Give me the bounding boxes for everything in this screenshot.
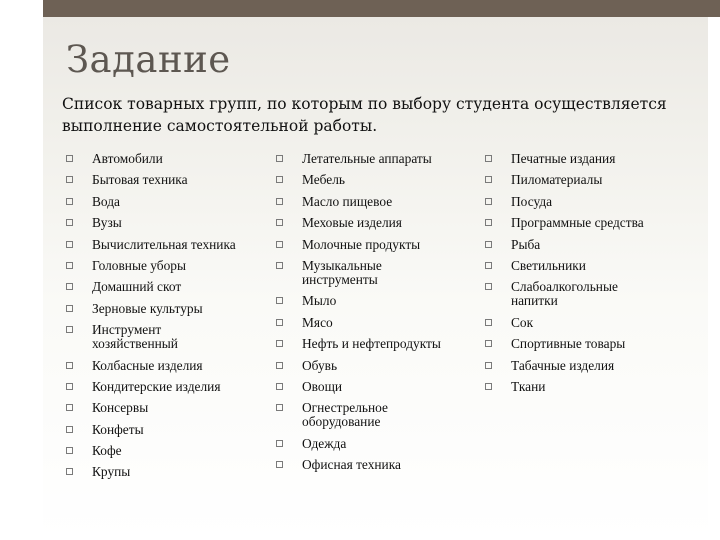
list-item-label: Слабоалкогольные: [511, 279, 618, 295]
list-item-label: Консервы: [92, 400, 149, 416]
list-item-label: Меховые изделия: [302, 215, 402, 231]
list-item: [485, 173, 700, 187]
top-header-band: [43, 0, 720, 17]
square-bullet-icon: [485, 155, 492, 162]
square-bullet-icon: [485, 383, 492, 390]
intro-text: Список товарных групп, по которым по выбору студента осуществляется выполнение самостоятельной работы.: [62, 95, 667, 135]
list-item-label: Обувь: [302, 357, 338, 373]
list-item: [485, 259, 700, 273]
list-item-label: Инструмент: [92, 322, 162, 338]
square-bullet-icon: [66, 362, 73, 369]
list-item-label: Светильники: [511, 257, 586, 273]
list-item: [276, 195, 484, 209]
list-item: [276, 401, 484, 429]
list-item-label: Программные средства: [511, 215, 644, 231]
list-item-label: Посуда: [511, 193, 553, 209]
square-bullet-icon: [276, 176, 283, 183]
list-item-label: напитки: [511, 293, 558, 309]
list-item-label: Конфеты: [92, 421, 144, 437]
list-item-label: Табачные изделия: [511, 357, 615, 373]
product-list-column-2: [276, 152, 484, 479]
list-item: [485, 195, 700, 209]
list-item: [485, 380, 700, 394]
square-bullet-icon: [66, 198, 73, 205]
list-item-label: Мясо: [302, 314, 333, 330]
list-item-label: Вычислительная техника: [92, 236, 236, 252]
list-item-label: Сок: [511, 314, 534, 330]
square-bullet-icon: [485, 340, 492, 347]
square-bullet-icon: [276, 262, 283, 269]
square-bullet-icon: [276, 297, 283, 304]
list-item-label: хозяйственный: [92, 336, 178, 352]
list-item: [66, 216, 276, 230]
list-item-label: Огнестрельное: [302, 400, 388, 416]
list-item-label: Крупы: [92, 464, 131, 480]
list-item-label: Офисная техника: [302, 457, 401, 473]
list-item-label: Домашний скот: [92, 279, 182, 295]
list-item-label: Нефть и нефтепродукты: [302, 336, 441, 352]
list-item: [66, 444, 276, 458]
list-item-label: Бытовая техника: [92, 172, 188, 188]
list-item: [276, 152, 484, 166]
list-item-label: Печатные издания: [511, 151, 616, 166]
product-list-column-1: [66, 152, 276, 487]
list-item-label: Летательные аппараты: [302, 151, 432, 166]
list-item-label: Ткани: [511, 378, 546, 394]
square-bullet-icon: [276, 404, 283, 411]
square-bullet-icon: [485, 198, 492, 205]
square-bullet-icon: [66, 219, 73, 226]
list-item: [276, 238, 484, 252]
list-item: [66, 465, 276, 479]
list-item: [66, 359, 276, 373]
list-item: [485, 238, 700, 252]
list-item: [485, 316, 700, 330]
list-item: [276, 294, 484, 308]
square-bullet-icon: [66, 176, 73, 183]
list-item: [485, 359, 700, 373]
list-item-label: Мебель: [302, 172, 346, 188]
square-bullet-icon: [485, 241, 492, 248]
square-bullet-icon: [66, 305, 73, 312]
right-margin: [708, 17, 720, 540]
list-item-label: Спортивные товары: [511, 336, 626, 352]
list-item: [276, 259, 484, 287]
list-item-label: Рыба: [511, 236, 541, 252]
list-item: [66, 423, 276, 437]
list-item: [66, 380, 276, 394]
square-bullet-icon: [66, 426, 73, 433]
square-bullet-icon: [66, 155, 73, 162]
list-item-label: Автомобили: [92, 151, 163, 166]
list-item: [485, 216, 700, 230]
list-item: [66, 259, 276, 273]
list-item: [66, 195, 276, 209]
square-bullet-icon: [485, 319, 492, 326]
list-item: [276, 458, 484, 472]
list-item: [276, 216, 484, 230]
square-bullet-icon: [276, 461, 283, 468]
list-item: [276, 380, 484, 394]
list-item-label: Головные уборы: [92, 257, 186, 273]
list-item: [276, 437, 484, 451]
square-bullet-icon: [485, 219, 492, 226]
left-margin: [0, 0, 43, 540]
list-item-label: Музыкальные: [302, 257, 382, 273]
square-bullet-icon: [66, 283, 73, 290]
list-item: [276, 173, 484, 187]
square-bullet-icon: [66, 447, 73, 454]
list-item-label: оборудование: [302, 414, 381, 430]
square-bullet-icon: [276, 319, 283, 326]
list-item-label: Овощи: [302, 378, 343, 394]
list-item-label: Масло пищевое: [302, 193, 393, 209]
list-item: [66, 302, 276, 316]
square-bullet-icon: [485, 176, 492, 183]
list-item: [66, 401, 276, 415]
square-bullet-icon: [276, 440, 283, 447]
list-item-label: Молочные продукты: [302, 236, 421, 252]
list-item: [66, 238, 276, 252]
list-item: [276, 316, 484, 330]
square-bullet-icon: [66, 383, 73, 390]
list-item: [485, 280, 700, 308]
product-list-column-3: [485, 152, 700, 401]
list-item: [485, 152, 700, 166]
list-item-label: Кондитерские изделия: [92, 378, 221, 394]
list-item-label: Одежда: [302, 435, 347, 451]
list-item: [66, 173, 276, 187]
square-bullet-icon: [276, 362, 283, 369]
list-item: [485, 337, 700, 351]
square-bullet-icon: [276, 198, 283, 205]
square-bullet-icon: [276, 340, 283, 347]
square-bullet-icon: [276, 241, 283, 248]
list-item-label: Зерновые культуры: [92, 300, 203, 316]
list-item-label: инструменты: [302, 271, 378, 287]
square-bullet-icon: [66, 404, 73, 411]
square-bullet-icon: [485, 262, 492, 269]
list-item-label: Вода: [92, 193, 120, 209]
square-bullet-icon: [276, 383, 283, 390]
square-bullet-icon: [66, 262, 73, 269]
square-bullet-icon: [485, 283, 492, 290]
list-item: [276, 359, 484, 373]
square-bullet-icon: [66, 326, 73, 333]
square-bullet-icon: [276, 155, 283, 162]
slide-title: Задание: [66, 38, 231, 81]
list-item-label: Мыло: [302, 293, 337, 309]
square-bullet-icon: [276, 219, 283, 226]
list-item-label: Кофе: [92, 443, 122, 459]
list-item: [66, 323, 276, 351]
list-item: [276, 337, 484, 351]
square-bullet-icon: [485, 362, 492, 369]
list-item-label: Вузы: [92, 215, 122, 231]
list-item-label: Пиломатериалы: [511, 172, 603, 188]
list-item-label: Колбасные изделия: [92, 357, 203, 373]
list-item: [66, 152, 276, 166]
square-bullet-icon: [66, 241, 73, 248]
list-item: [66, 280, 276, 294]
square-bullet-icon: [66, 468, 73, 475]
